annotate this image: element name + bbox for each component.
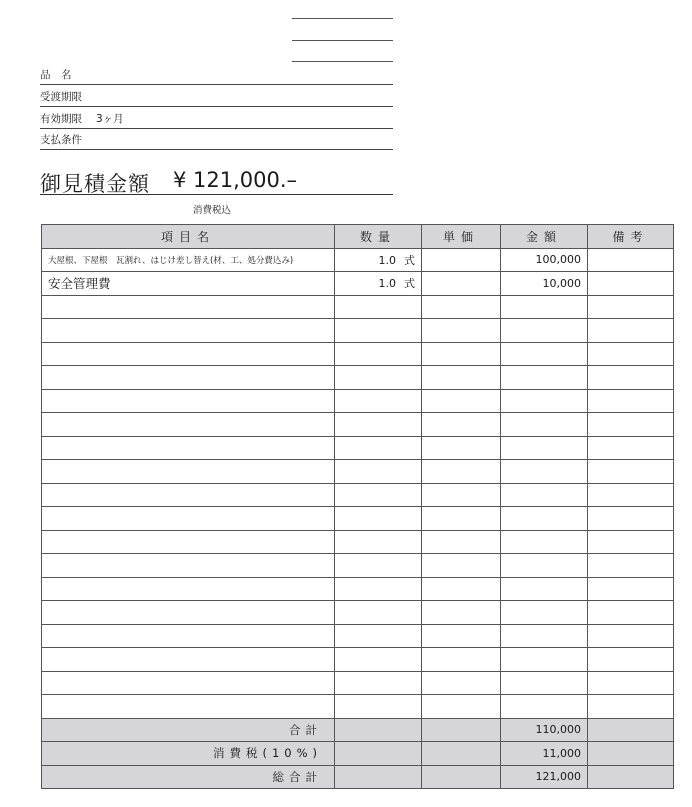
empty-row <box>42 295 674 319</box>
empty-row <box>42 436 674 460</box>
empty-cell <box>422 601 501 625</box>
summary-empty-cell <box>422 765 501 789</box>
empty-cell <box>501 295 588 319</box>
empty-cell <box>335 601 422 625</box>
tax-included-note: 消費税込 <box>193 205 232 216</box>
empty-row <box>42 671 674 695</box>
field-delivery-deadline <box>40 90 393 107</box>
empty-cell <box>42 601 335 625</box>
item-note <box>588 272 674 296</box>
field-label: 有効期限 <box>40 113 82 125</box>
table-header-row <box>42 225 674 249</box>
empty-row <box>42 507 674 531</box>
empty-row <box>42 530 674 554</box>
empty-cell <box>501 695 588 719</box>
col-header-price: 単価 <box>422 225 501 249</box>
empty-cell <box>335 342 422 366</box>
empty-cell <box>422 342 501 366</box>
empty-cell <box>588 295 674 319</box>
empty-cell <box>422 483 501 507</box>
empty-cell <box>335 295 422 319</box>
summary-row-tax <box>42 742 674 766</box>
empty-cell <box>501 624 588 648</box>
estimate-total <box>40 166 393 195</box>
item-qty <box>335 272 422 296</box>
empty-cell <box>335 483 422 507</box>
field-payment-terms <box>40 133 393 150</box>
summary-empty-cell <box>422 718 501 742</box>
item-name: 安全管理費 <box>42 272 335 296</box>
empty-cell <box>422 460 501 484</box>
empty-cell <box>501 530 588 554</box>
summary-empty-cell <box>335 742 422 766</box>
empty-cell <box>335 389 422 413</box>
empty-cell <box>422 413 501 437</box>
empty-cell <box>588 319 674 343</box>
empty-cell <box>588 436 674 460</box>
summary-empty-cell <box>422 742 501 766</box>
empty-cell <box>42 366 335 390</box>
tax-amount: 11,000 <box>501 742 588 766</box>
estimate-total-amount: ¥ 121,000.– <box>173 168 298 192</box>
empty-cell <box>335 648 422 672</box>
empty-row <box>42 624 674 648</box>
empty-cell <box>501 601 588 625</box>
empty-row <box>42 342 674 366</box>
grand-total-label: 総合計 <box>42 765 335 789</box>
empty-cell <box>422 295 501 319</box>
empty-cell <box>42 624 335 648</box>
empty-cell <box>42 295 335 319</box>
col-header-qty: 数量 <box>335 225 422 249</box>
empty-cell <box>501 648 588 672</box>
empty-cell <box>588 366 674 390</box>
empty-cell <box>422 671 501 695</box>
empty-cell <box>42 507 335 531</box>
empty-cell <box>588 695 674 719</box>
empty-cell <box>501 483 588 507</box>
field-item-name <box>40 68 393 85</box>
field-validity <box>40 112 393 129</box>
empty-cell <box>501 413 588 437</box>
blank-line <box>292 40 393 41</box>
empty-row <box>42 695 674 719</box>
subtotal-amount: 110,000 <box>501 718 588 742</box>
empty-cell <box>588 554 674 578</box>
qty-value: 1.0 <box>378 277 396 291</box>
item-note <box>588 248 674 272</box>
item-qty <box>335 248 422 272</box>
empty-cell <box>588 624 674 648</box>
estimate-total-label: 御見積金額 <box>40 172 150 196</box>
empty-cell <box>335 577 422 601</box>
grand-total-amount: 121,000 <box>501 765 588 789</box>
empty-cell <box>501 389 588 413</box>
empty-cell <box>501 366 588 390</box>
empty-cell <box>501 319 588 343</box>
empty-cell <box>422 554 501 578</box>
empty-row <box>42 577 674 601</box>
empty-cell <box>588 530 674 554</box>
empty-cell <box>501 436 588 460</box>
item-amount: 10,000 <box>501 272 588 296</box>
empty-cell <box>501 554 588 578</box>
empty-cell <box>335 695 422 719</box>
field-label: 支払条件 <box>40 134 82 146</box>
empty-cell <box>335 624 422 648</box>
field-value: 3ヶ月 <box>96 113 124 125</box>
empty-cell <box>42 695 335 719</box>
empty-cell <box>335 530 422 554</box>
empty-cell <box>588 413 674 437</box>
item-amount: 100,000 <box>501 248 588 272</box>
qty-value: 1.0 <box>378 253 396 267</box>
tax-label: 消費税(10%) <box>42 742 335 766</box>
subtotal-label: 合計 <box>42 718 335 742</box>
empty-row <box>42 554 674 578</box>
empty-cell <box>335 671 422 695</box>
empty-cell <box>422 366 501 390</box>
empty-cell <box>42 319 335 343</box>
blank-line <box>292 61 393 62</box>
summary-empty-cell <box>588 765 674 789</box>
qty-unit: 式 <box>404 253 415 267</box>
empty-cell <box>422 389 501 413</box>
empty-cell <box>42 413 335 437</box>
col-header-item: 項目名 <box>42 225 335 249</box>
empty-cell <box>588 577 674 601</box>
empty-cell <box>42 483 335 507</box>
field-label: 受渡期限 <box>40 91 82 103</box>
empty-cell <box>335 413 422 437</box>
empty-cell <box>588 389 674 413</box>
empty-cell <box>422 530 501 554</box>
empty-cell <box>42 460 335 484</box>
empty-cell <box>501 460 588 484</box>
empty-cell <box>422 695 501 719</box>
empty-cell <box>42 648 335 672</box>
empty-cell <box>501 671 588 695</box>
empty-row <box>42 389 674 413</box>
empty-cell <box>335 507 422 531</box>
empty-cell <box>501 577 588 601</box>
estimate-table <box>41 224 674 789</box>
col-header-note: 備考 <box>588 225 674 249</box>
col-header-amount: 金額 <box>501 225 588 249</box>
empty-cell <box>588 648 674 672</box>
blank-line <box>292 18 393 19</box>
empty-cell <box>422 319 501 343</box>
empty-cell <box>588 507 674 531</box>
empty-row <box>42 319 674 343</box>
empty-cell <box>335 436 422 460</box>
item-name: 大屋根、下屋根 瓦割れ、はじけ差し替え(材、工、処分費込み) <box>42 248 335 272</box>
table-row <box>42 272 674 296</box>
empty-cell <box>42 389 335 413</box>
summary-row-subtotal <box>42 718 674 742</box>
empty-cell <box>422 436 501 460</box>
empty-cell <box>42 577 335 601</box>
empty-cell <box>422 507 501 531</box>
empty-cell <box>335 554 422 578</box>
empty-cell <box>335 460 422 484</box>
empty-cell <box>422 577 501 601</box>
summary-empty-cell <box>588 742 674 766</box>
empty-cell <box>42 530 335 554</box>
empty-cell <box>42 671 335 695</box>
summary-empty-cell <box>335 765 422 789</box>
table-row <box>42 248 674 272</box>
empty-cell <box>588 601 674 625</box>
item-unit-price <box>422 272 501 296</box>
empty-row <box>42 601 674 625</box>
summary-empty-cell <box>335 718 422 742</box>
empty-cell <box>588 460 674 484</box>
empty-cell <box>588 483 674 507</box>
empty-row <box>42 648 674 672</box>
empty-cell <box>42 554 335 578</box>
empty-cell <box>588 671 674 695</box>
summary-row-grand-total <box>42 765 674 789</box>
empty-row <box>42 366 674 390</box>
empty-row <box>42 460 674 484</box>
empty-cell <box>335 319 422 343</box>
empty-cell <box>42 342 335 366</box>
empty-cell <box>422 624 501 648</box>
empty-cell <box>588 342 674 366</box>
item-unit-price <box>422 248 501 272</box>
qty-unit: 式 <box>404 277 415 291</box>
summary-empty-cell <box>588 718 674 742</box>
empty-cell <box>501 507 588 531</box>
empty-cell <box>501 342 588 366</box>
empty-row <box>42 483 674 507</box>
field-label: 品 名 <box>40 69 72 81</box>
empty-cell <box>335 366 422 390</box>
empty-cell <box>42 436 335 460</box>
empty-row <box>42 413 674 437</box>
empty-cell <box>422 648 501 672</box>
